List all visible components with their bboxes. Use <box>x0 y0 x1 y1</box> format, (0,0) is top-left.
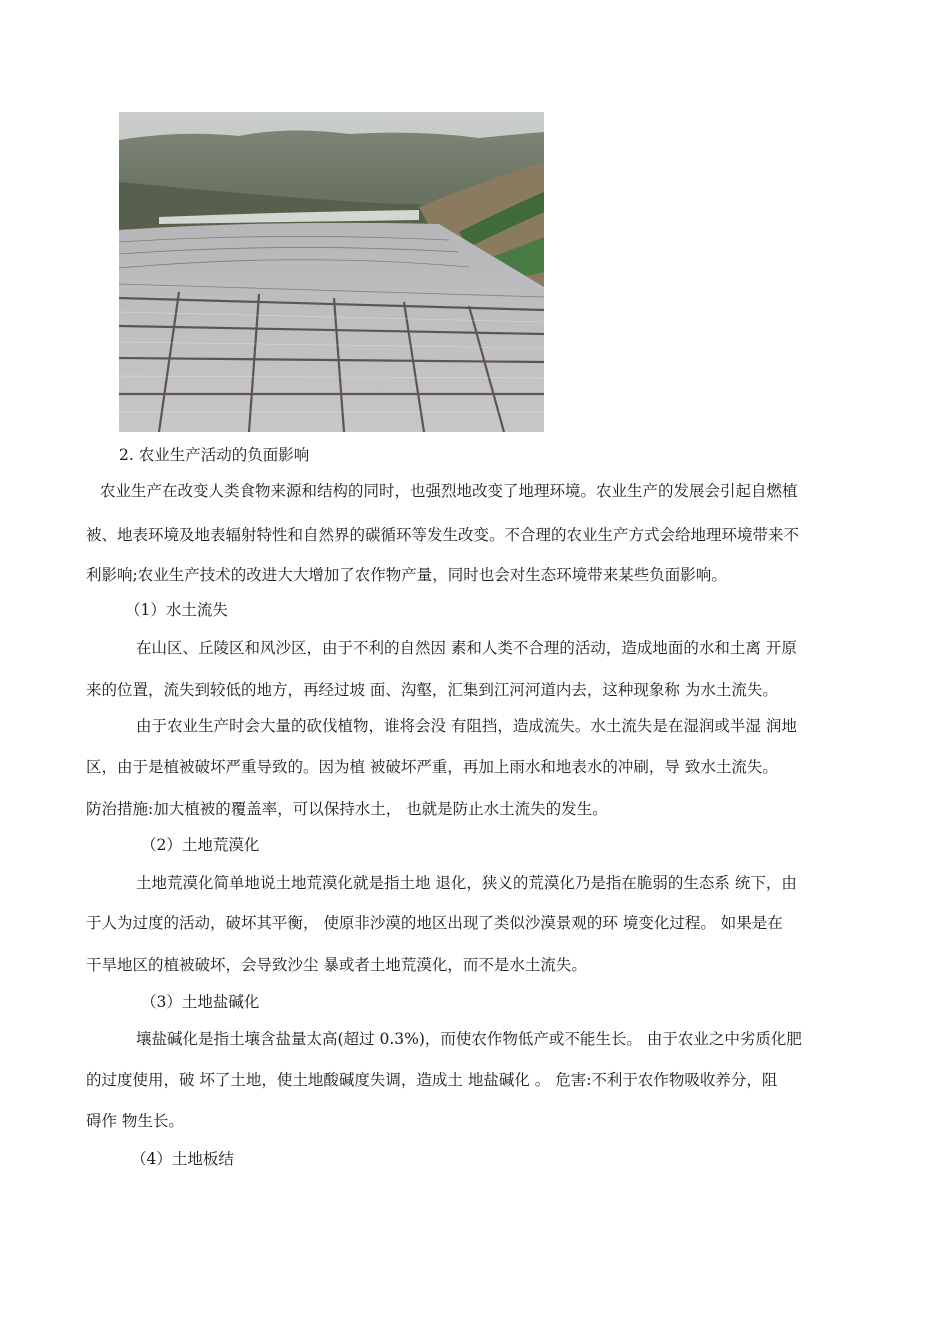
desertification-line-2: 于人为过度的活动，破坏其平衡， 使原非沙漠的地区出现了类似沙漠景观的环 境变化过程。 如果是在 <box>86 914 783 932</box>
terraced-fields-photo <box>119 112 544 432</box>
subheading-salinization: （3）土地盐碱化 <box>141 993 260 1011</box>
desertification-line-1: 土地荒漠化简单地说土地荒漠化就是指土地 退化，狭义的荒漠化乃是指在脆弱的生态系 统下，由 <box>136 874 797 892</box>
salinization-line-1: 壤盐碱化是指土壤含盐量太高(超过 0.3%)，而使农作物低产或不能生长。 由于农业之中劣质化肥 <box>136 1030 802 1048</box>
subheading-soil-compaction: （4）土地板结 <box>131 1150 234 1168</box>
desertification-line-3: 干旱地区的植被破坏，会导致沙尘 暴或者土地荒漠化，而不是水土流失。 <box>86 956 587 974</box>
soil-erosion-p1-line-1: 在山区、丘陵区和风沙区，由于不利的自然因 素和人类不合理的活动，造成地面的水和土离 开原 <box>136 639 797 657</box>
soil-erosion-p2-line-1: 由于农业生产时会大量的砍伐植物，谁将会没 有阻挡，造成流失。水土流失是在湿润或半湿 润地 <box>136 717 797 735</box>
salinization-line-3: 碍作 物生长。 <box>86 1112 184 1130</box>
intro-line-3: 利影响;农业生产技术的改进大大增加了农作物产量，同时也会对生态环境带来某些负面影响。 <box>86 566 727 584</box>
soil-erosion-p2-line-3: 防治措施:加大植被的覆盖率，可以保持水土， 也就是防止水土流失的发生。 <box>86 800 608 818</box>
intro-line-2: 被、地表环境及地表辐射特性和自然界的碳循环等发生改变。不合理的农业生产方式会给地理环境带来不 <box>86 526 800 544</box>
subheading-soil-erosion: （1）水土流失 <box>125 601 228 619</box>
soil-erosion-p2-line-2: 区，由于是植被破坏严重导致的。因为植 被破坏严重，再加上雨水和地表水的冲刷，导 致水土流失。 <box>86 758 778 776</box>
soil-erosion-p1-line-2: 来的位置，流失到较低的地方，再经过坡 面、沟壑，汇集到江河河道内去，这种现象称 为水土流失。 <box>86 681 778 699</box>
subheading-desertification: （2）土地荒漠化 <box>141 836 260 854</box>
salinization-line-2: 的过度使用，破 坏了土地，使土地酸碱度失调，造成土 地盐碱化 。 危害:不利于农作物吸收养分，阻 <box>86 1071 778 1089</box>
intro-line-1: 农业生产在改变人类食物来源和结构的同时，也强烈地改变了地理环境。农业生产的发展会引起自燃植 <box>100 482 798 500</box>
section-heading: 2. 农业生产活动的负面影响 <box>119 446 310 464</box>
